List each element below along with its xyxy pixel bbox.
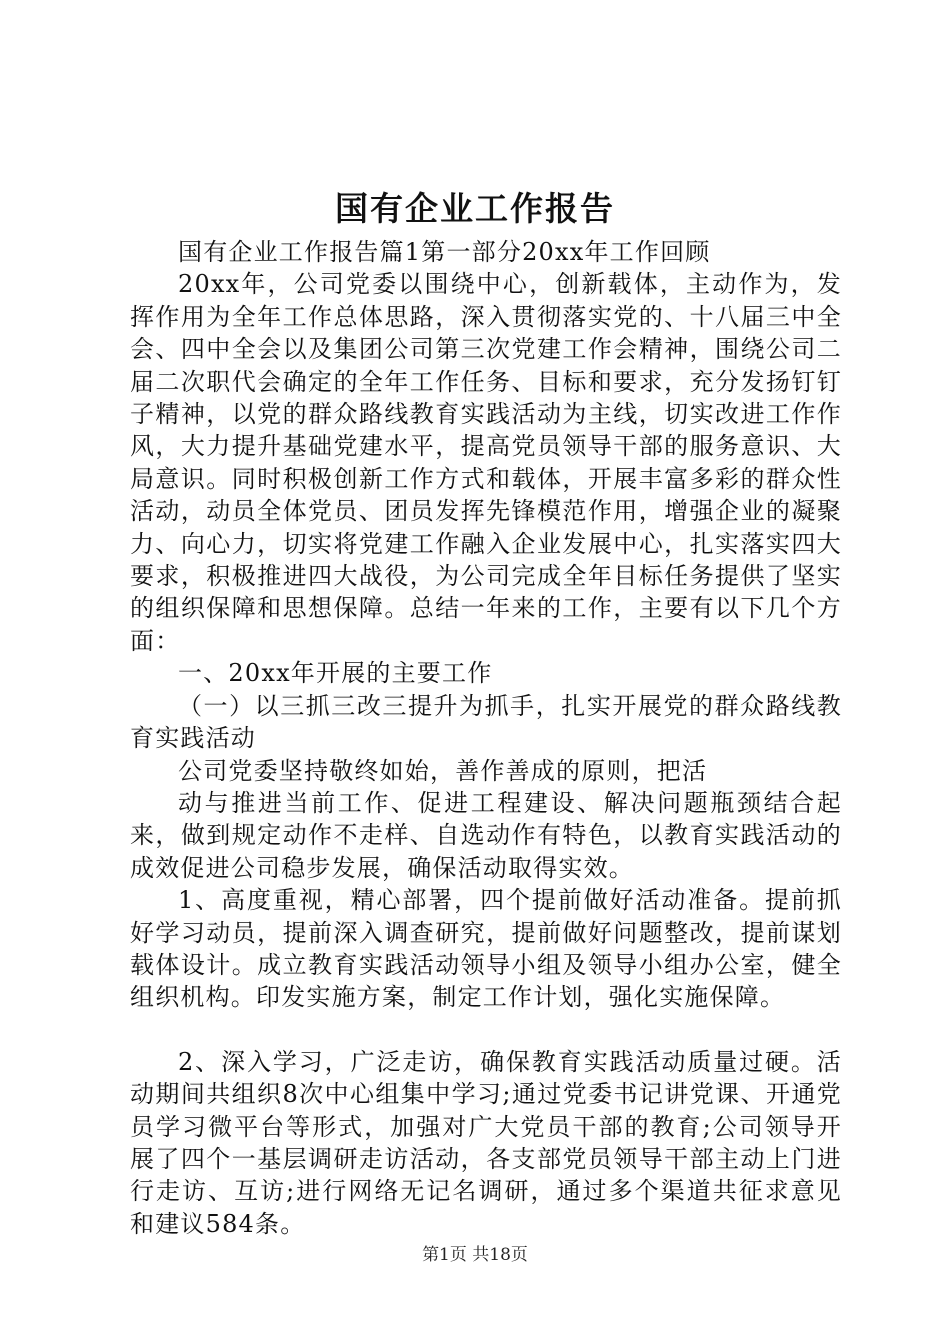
- document-title: 国有企业工作报告: [335, 189, 615, 228]
- paragraph-heading-intro: 国有企业工作报告篇1第一部分20xx年工作回顾: [178, 238, 711, 266]
- subsection-heading: （一）以三抓三改三提升为抓手，扎实开展党的群众路线教育实践活动: [130, 691, 842, 753]
- paragraph-summary: 20xx年，公司党委以围绕中心，创新载体，主动作为，发挥作用为全年工作总体思路，深入贯彻落实党的、十八届三中全会、四中全会以及集团公司第三次党建工作会精神，围绕公司二届二次职代会确定的全年工作任务、目标和要求，充分发扬钉钉子精神，以党的群众路线教育实践活动为主线，切实改进工作作风，大力提升基础党建水平，提高党员领导干部的服务意识、大局意识。同时积极创新工作方式和载体，开展丰富多彩的群众性活动，动员全体党员、团员发挥先锋模范作用，增强企业的凝聚力、向心力，切实将党建工作融入企业发展中心，扎实落实四大要求，积极推进四大战役，为公司完成全年目标任务提供了坚实的组织保障和思想保障。总结一年来的工作，主要有以下几个方面：: [130, 270, 842, 655]
- paragraph-principle: 公司党委坚持敬终如始，善作善成的原则，把活: [178, 756, 708, 785]
- paragraph-item-2: 2、深入学习，广泛走访，确保教育实践活动质量过硬。活动期间共组织8次中心组集中学习;通过党委书记讲党课、开通党员学习微平台等形式，加强对广大党员干部的教育;公司领导开展了四个一基层调研走访活动，各支部党员领导干部主动上门进行走访、互访;进行网络无记名调研，通过多个渠道共征求意见和建议584条。: [130, 1047, 842, 1238]
- document-body: [130, 236, 842, 1240]
- paragraph-activity: 动与推进当前工作、促进工程建设、解决问题瓶颈结合起来，做到规定动作不走样、自选动作有特色，以教育实践活动的成效促进公司稳步发展，确保活动取得实效。: [130, 788, 842, 882]
- page-footer: 第1页 共18页: [422, 1245, 528, 1265]
- paragraph-item-1: 1、高度重视，精心部署，四个提前做好活动准备。提前抓好学习动员，提前深入调查研究，提前做好问题整改，提前谋划载体设计。成立教育实践活动领导小组及领导小组办公室，健全组织机构。印发实施方案，制定工作计划，强化实施保障。: [130, 886, 842, 1012]
- section-heading: 一、20xx年开展的主要工作: [178, 659, 493, 688]
